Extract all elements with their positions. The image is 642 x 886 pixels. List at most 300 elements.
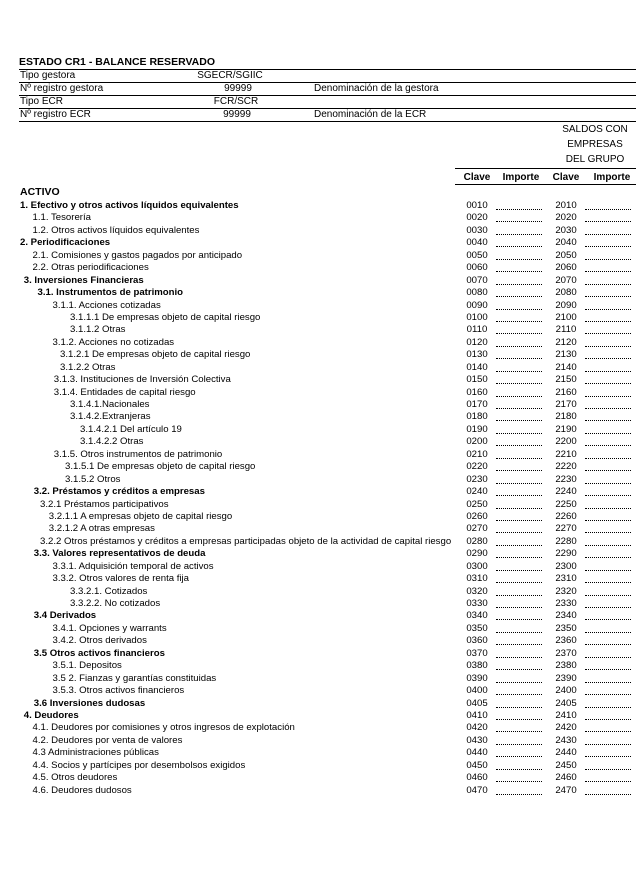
table-row xyxy=(0,511,642,523)
row-label: 3.1. Instrumentos de patrimonio xyxy=(37,287,184,299)
row-clave-grupo: 2160 xyxy=(555,386,577,398)
row-clave-grupo: 2405 xyxy=(555,697,577,709)
header-rule xyxy=(19,121,636,122)
importe-grupo-field[interactable] xyxy=(585,482,631,484)
table-row xyxy=(0,499,642,511)
importe-field[interactable] xyxy=(496,308,542,310)
row-clave: 0320 xyxy=(466,585,488,597)
row-label: 4.3 Administraciones públicas xyxy=(32,747,159,759)
importe-grupo-field[interactable] xyxy=(585,693,631,695)
table-row xyxy=(0,722,642,734)
row-clave: 0230 xyxy=(466,473,488,485)
row-clave: 0430 xyxy=(466,734,488,746)
importe-field[interactable] xyxy=(496,793,542,795)
table-row xyxy=(0,698,642,710)
importe-field[interactable] xyxy=(496,531,542,533)
importe-field[interactable] xyxy=(496,706,542,708)
row-label: 3.1.4.2.2 Otras xyxy=(80,436,144,448)
table-row xyxy=(0,598,642,610)
importe-field[interactable] xyxy=(496,382,542,384)
table-row xyxy=(0,660,642,672)
row-label: 1. Efectivo y otros activos líquidos equivalentes xyxy=(20,200,239,211)
row-clave: 0200 xyxy=(466,436,488,448)
importe-grupo-field[interactable] xyxy=(585,519,631,521)
row-clave-grupo: 2340 xyxy=(555,610,577,622)
row-clave: 0050 xyxy=(466,249,488,261)
row-clave: 0070 xyxy=(466,274,488,286)
row-label: 3.2. Préstamos y créditos a empresas xyxy=(33,486,205,498)
importe-field[interactable] xyxy=(496,482,542,484)
row-label: 3.4.2. Otros derivados xyxy=(52,635,147,647)
row-label: 4.2. Deudores por venta de valores xyxy=(32,734,183,746)
table-row xyxy=(0,536,642,548)
table-row xyxy=(0,237,642,249)
importe-field[interactable] xyxy=(496,395,542,397)
row-clave: 0030 xyxy=(466,224,488,236)
importe-grupo-field[interactable] xyxy=(585,295,631,297)
row-clave: 0460 xyxy=(466,772,488,784)
importe-field[interactable] xyxy=(496,594,542,596)
importe-grupo-field[interactable] xyxy=(585,618,631,620)
row-clave-grupo: 2170 xyxy=(555,399,577,410)
table-row xyxy=(0,710,642,722)
importe-field[interactable] xyxy=(496,631,542,633)
row-label: 3.2.1.2 A otras empresas xyxy=(48,523,155,535)
row-label: 3.3.2. Otros valores de renta fija xyxy=(52,573,190,585)
table-row xyxy=(0,486,642,498)
table-row xyxy=(0,374,642,386)
row-clave: 0220 xyxy=(466,461,488,473)
table-row xyxy=(0,324,642,336)
table-row xyxy=(0,623,642,635)
importe-grupo-field[interactable] xyxy=(585,308,631,310)
row-clave: 0290 xyxy=(466,548,488,560)
balance-table xyxy=(0,200,642,797)
row-clave-grupo: 2080 xyxy=(555,287,577,299)
importe-field[interactable] xyxy=(496,233,542,235)
row-label: 3.5 2. Fianzas y garantías constituidas xyxy=(52,672,217,684)
row-label: 3.1.1.2 Otras xyxy=(70,324,126,336)
row-label: 3.1.5.1 De empresas objeto de capital riesgo xyxy=(65,461,256,473)
importe-field[interactable] xyxy=(496,432,542,434)
table-row xyxy=(0,772,642,784)
importe-grupo-field[interactable] xyxy=(585,656,631,658)
importe-field[interactable] xyxy=(496,656,542,658)
row-clave: 0260 xyxy=(466,510,488,522)
importe-grupo-field[interactable] xyxy=(585,220,631,222)
row-clave-grupo: 2460 xyxy=(555,772,577,784)
row-clave-grupo: 2410 xyxy=(555,709,577,721)
importe-field[interactable] xyxy=(496,755,542,757)
importe-grupo-field[interactable] xyxy=(585,233,631,235)
row-clave-grupo: 2060 xyxy=(555,262,577,274)
importe-field[interactable] xyxy=(496,444,542,446)
row-label: 1.2. Otros activos líquidos equivalentes xyxy=(32,224,200,236)
row-clave: 0040 xyxy=(466,237,488,249)
row-clave: 0370 xyxy=(466,647,488,659)
row-label: 3.1.4. Entidades de capital riesgo xyxy=(53,386,196,398)
importe-grupo-field[interactable] xyxy=(585,531,631,533)
column-header-importe-grupo: Importe xyxy=(593,172,631,183)
importe-grupo-field[interactable] xyxy=(585,643,631,645)
column-header-top-rule xyxy=(455,168,636,169)
importe-grupo-field[interactable] xyxy=(585,668,631,670)
importe-grupo-field[interactable] xyxy=(585,283,631,285)
row-clave: 0300 xyxy=(466,560,488,572)
table-row xyxy=(0,735,642,747)
row-label: 3.1.3. Instituciones de Inversión Colectiva xyxy=(53,374,231,386)
row-clave: 0060 xyxy=(466,262,488,274)
table-row xyxy=(0,673,642,685)
row-clave: 0440 xyxy=(466,747,488,759)
importe-field[interactable] xyxy=(496,581,542,583)
row-clave-grupo: 2110 xyxy=(555,324,577,336)
table-row xyxy=(0,349,642,361)
importe-grupo-field[interactable] xyxy=(585,594,631,596)
saldos-line-2: EMPRESAS xyxy=(567,139,623,150)
row-clave-grupo: 2150 xyxy=(555,374,577,386)
importe-grupo-field[interactable] xyxy=(585,780,631,782)
row-label: 2.1. Comisiones y gastos pagados por anticipado xyxy=(32,249,243,261)
row-label: 4.6. Deudores dudosos xyxy=(32,784,132,796)
row-clave-grupo: 2100 xyxy=(555,311,577,323)
row-label: 3.3.1. Adquisición temporal de activos xyxy=(52,560,214,572)
row-label: 3.3.2.2. No cotizados xyxy=(70,598,161,609)
table-row xyxy=(0,436,642,448)
importe-grupo-field[interactable] xyxy=(585,681,631,683)
row-clave: 0405 xyxy=(466,697,488,709)
table-row xyxy=(0,300,642,312)
importe-grupo-field[interactable] xyxy=(585,345,631,347)
importe-grupo-field[interactable] xyxy=(585,270,631,272)
importe-field[interactable] xyxy=(496,320,542,322)
row-label: 3.1.2.2 Otras xyxy=(60,361,116,373)
importe-grupo-field[interactable] xyxy=(585,730,631,732)
table-row xyxy=(0,337,642,349)
row-clave-grupo: 2470 xyxy=(555,784,577,796)
row-clave-grupo: 2200 xyxy=(555,436,577,448)
row-label: 2.2. Otras periodificaciones xyxy=(32,262,149,274)
importe-grupo-field[interactable] xyxy=(585,494,631,496)
table-row xyxy=(0,610,642,622)
row-clave-grupo: 2130 xyxy=(555,349,577,361)
row-label: 4. Deudores xyxy=(23,709,79,721)
importe-grupo-field[interactable] xyxy=(585,444,631,446)
row-clave: 0210 xyxy=(466,448,488,460)
importe-grupo-field[interactable] xyxy=(585,432,631,434)
importe-field[interactable] xyxy=(496,457,542,459)
row-clave-grupo: 2120 xyxy=(555,336,577,348)
header-value-tipo-gestora: SGECR/SGIIC xyxy=(197,70,263,81)
row-clave-grupo: 2090 xyxy=(555,299,577,311)
row-clave-grupo: 2050 xyxy=(555,249,577,261)
section-heading-activo: ACTIVO xyxy=(20,186,60,198)
importe-grupo-field[interactable] xyxy=(585,320,631,322)
importe-field[interactable] xyxy=(496,258,542,260)
column-header-clave: Clave xyxy=(463,172,491,183)
row-clave: 0020 xyxy=(466,212,488,224)
table-row xyxy=(0,635,642,647)
row-clave-grupo: 2240 xyxy=(555,486,577,498)
importe-field[interactable] xyxy=(496,730,542,732)
row-clave: 0190 xyxy=(466,423,488,435)
importe-field[interactable] xyxy=(496,507,542,509)
row-label: 1.1. Tesorería xyxy=(32,212,91,224)
importe-field[interactable] xyxy=(496,544,542,546)
row-clave-grupo: 2070 xyxy=(555,274,577,286)
row-clave-grupo: 2040 xyxy=(555,237,577,249)
row-clave: 0410 xyxy=(466,709,488,721)
table-row xyxy=(0,399,642,411)
saldos-line-1: SALDOS CON xyxy=(562,124,628,135)
importe-field[interactable] xyxy=(496,469,542,471)
column-header-importe: Importe xyxy=(502,172,540,183)
importe-field[interactable] xyxy=(496,519,542,521)
saldos-line-3: DEL GRUPO xyxy=(565,154,625,165)
header-denominacion-ecr: Denominación de la ECR xyxy=(314,109,427,120)
row-clave-grupo: 2420 xyxy=(555,722,577,734)
table-row xyxy=(0,287,642,299)
row-clave: 0470 xyxy=(466,784,488,796)
row-clave: 0170 xyxy=(466,399,488,410)
table-row xyxy=(0,212,642,224)
table-row xyxy=(0,648,642,660)
table-row xyxy=(0,461,642,473)
importe-grupo-field[interactable] xyxy=(585,332,631,334)
importe-field[interactable] xyxy=(496,569,542,571)
header-value-tipo-ecr: FCR/SCR xyxy=(213,96,259,107)
row-clave-grupo: 2210 xyxy=(555,448,577,460)
row-clave-grupo: 2030 xyxy=(555,224,577,236)
row-clave-grupo: 2430 xyxy=(555,734,577,746)
importe-field[interactable] xyxy=(496,618,542,620)
importe-grupo-field[interactable] xyxy=(585,382,631,384)
importe-field[interactable] xyxy=(496,718,542,720)
importe-field[interactable] xyxy=(496,419,542,421)
importe-grupo-field[interactable] xyxy=(585,419,631,421)
row-label: 3.4.1. Opciones y warrants xyxy=(52,622,167,634)
importe-grupo-field[interactable] xyxy=(585,581,631,583)
importe-field[interactable] xyxy=(496,494,542,496)
row-clave-grupo: 2300 xyxy=(555,560,577,572)
row-label: 4.4. Socios y partícipes por desembolsos exigidos xyxy=(32,759,246,771)
importe-grupo-field[interactable] xyxy=(585,755,631,757)
row-clave-grupo: 2220 xyxy=(555,461,577,473)
row-label: 3.2.1.1 A empresas objeto de capital riesgo xyxy=(48,510,233,522)
importe-field[interactable] xyxy=(496,220,542,222)
row-label: 3.3.2.1. Cotizados xyxy=(70,585,148,597)
importe-grupo-field[interactable] xyxy=(585,457,631,459)
importe-field[interactable] xyxy=(496,606,542,608)
importe-grupo-field[interactable] xyxy=(585,768,631,770)
importe-grupo-field[interactable] xyxy=(585,469,631,471)
row-label: 3.1.5.2 Otros xyxy=(65,473,121,485)
importe-grupo-field[interactable] xyxy=(585,357,631,359)
importe-field[interactable] xyxy=(496,370,542,372)
row-clave-grupo: 2400 xyxy=(555,685,577,697)
importe-grupo-field[interactable] xyxy=(585,370,631,372)
table-row xyxy=(0,548,642,560)
row-label: 3.1.4.1.Nacionales xyxy=(70,399,150,410)
row-label: 2. Periodificaciones xyxy=(20,237,111,249)
importe-grupo-field[interactable] xyxy=(585,631,631,633)
row-clave: 0420 xyxy=(466,722,488,734)
row-clave: 0280 xyxy=(466,535,488,547)
row-clave-grupo: 2440 xyxy=(555,747,577,759)
importe-field[interactable] xyxy=(496,270,542,272)
row-clave-grupo: 2270 xyxy=(555,523,577,535)
importe-field[interactable] xyxy=(496,357,542,359)
title-rule xyxy=(19,69,636,70)
importe-grupo-field[interactable] xyxy=(585,407,631,409)
importe-field[interactable] xyxy=(496,668,542,670)
importe-field[interactable] xyxy=(496,283,542,285)
row-clave-grupo: 2450 xyxy=(555,759,577,771)
importe-field[interactable] xyxy=(496,768,542,770)
table-row xyxy=(0,387,642,399)
row-clave: 0080 xyxy=(466,287,488,299)
importe-field[interactable] xyxy=(496,556,542,558)
importe-grupo-field[interactable] xyxy=(585,556,631,558)
importe-field[interactable] xyxy=(496,332,542,334)
row-clave: 0450 xyxy=(466,759,488,771)
row-clave: 0110 xyxy=(466,324,488,336)
header-rule xyxy=(19,95,636,96)
row-label: 3.1.2.1 De empresas objeto de capital riesgo xyxy=(60,349,251,361)
row-label: 3. Inversiones Financieras xyxy=(23,274,144,286)
importe-grupo-field[interactable] xyxy=(585,395,631,397)
importe-field[interactable] xyxy=(496,681,542,683)
importe-grupo-field[interactable] xyxy=(585,258,631,260)
table-row xyxy=(0,362,642,374)
table-row xyxy=(0,573,642,585)
importe-field[interactable] xyxy=(496,643,542,645)
table-row xyxy=(0,250,642,262)
importe-field[interactable] xyxy=(496,245,542,247)
row-label: 3.1.1.1 De empresas objeto de capital riesgo xyxy=(70,311,261,323)
importe-field[interactable] xyxy=(496,208,542,210)
row-clave: 0310 xyxy=(466,573,488,585)
header-denominacion-gestora: Denominación de la gestora xyxy=(314,83,439,94)
importe-field[interactable] xyxy=(496,345,542,347)
table-row xyxy=(0,474,642,486)
row-label: 4.1. Deudores por comisiones y otros ingresos de explotación xyxy=(32,722,295,734)
row-clave-grupo: 2180 xyxy=(555,411,577,423)
column-header-clave-grupo: Clave xyxy=(552,172,580,183)
row-label: 3.1.2. Acciones no cotizadas xyxy=(52,336,175,348)
row-clave: 0010 xyxy=(466,200,488,211)
importe-grupo-field[interactable] xyxy=(585,706,631,708)
row-clave: 0090 xyxy=(466,299,488,311)
importe-field[interactable] xyxy=(496,693,542,695)
row-clave: 0270 xyxy=(466,523,488,535)
importe-field[interactable] xyxy=(496,295,542,297)
row-label: 3.2.1 Préstamos participativos xyxy=(40,498,169,510)
row-clave-grupo: 2310 xyxy=(555,573,577,585)
row-label: 3.5.1. Depositos xyxy=(52,660,122,672)
header-value-registro-gestora: 99999 xyxy=(224,83,252,94)
row-clave-grupo: 2140 xyxy=(555,361,577,373)
row-label: 3.2.2 Otros préstamos y créditos a empresas participadas objeto de la actividad de capital riesgo xyxy=(40,535,452,547)
row-label: 3.3. Valores representativos de deuda xyxy=(33,548,206,560)
importe-grupo-field[interactable] xyxy=(585,245,631,247)
row-clave-grupo: 2280 xyxy=(555,535,577,547)
importe-grupo-field[interactable] xyxy=(585,743,631,745)
row-clave: 0240 xyxy=(466,486,488,498)
table-row xyxy=(0,275,642,287)
row-clave-grupo: 2230 xyxy=(555,473,577,485)
importe-grupo-field[interactable] xyxy=(585,718,631,720)
row-clave-grupo: 2020 xyxy=(555,212,577,224)
row-label: 3.1.1. Acciones cotizadas xyxy=(52,299,161,311)
row-clave-grupo: 2250 xyxy=(555,498,577,510)
row-clave-grupo: 2350 xyxy=(555,622,577,634)
header-value-registro-ecr: 99999 xyxy=(223,109,251,120)
importe-field[interactable] xyxy=(496,407,542,409)
row-clave-grupo: 2370 xyxy=(555,647,577,659)
row-label: 3.1.4.2.1 Del artículo 19 xyxy=(80,423,182,435)
row-label: 3.5.3. Otros activos financieros xyxy=(52,685,185,697)
header-label-registro-gestora: Nº registro gestora xyxy=(20,83,104,94)
importe-grupo-field[interactable] xyxy=(585,544,631,546)
row-clave: 0120 xyxy=(466,336,488,348)
row-clave-grupo: 2260 xyxy=(555,510,577,522)
table-row xyxy=(0,523,642,535)
row-label: 3.5 Otros activos financieros xyxy=(33,647,165,659)
importe-grupo-field[interactable] xyxy=(585,793,631,795)
table-row xyxy=(0,785,642,797)
row-label: 4.5. Otros deudores xyxy=(32,772,118,784)
row-label: 3.6 Inversiones dudosas xyxy=(33,697,146,709)
row-clave-grupo: 2190 xyxy=(555,423,577,435)
row-clave: 0330 xyxy=(466,598,488,609)
row-clave: 0150 xyxy=(466,374,488,386)
row-clave-grupo: 2390 xyxy=(555,672,577,684)
row-clave: 0390 xyxy=(466,672,488,684)
row-clave: 0340 xyxy=(466,610,488,622)
importe-field[interactable] xyxy=(496,780,542,782)
importe-grupo-field[interactable] xyxy=(585,569,631,571)
table-row xyxy=(0,685,642,697)
table-row xyxy=(0,312,642,324)
row-clave: 0160 xyxy=(466,386,488,398)
table-row xyxy=(0,262,642,274)
row-clave-grupo: 2380 xyxy=(555,660,577,672)
table-row xyxy=(0,561,642,573)
row-clave: 0380 xyxy=(466,660,488,672)
row-clave: 0350 xyxy=(466,622,488,634)
row-clave: 0140 xyxy=(466,361,488,373)
table-row xyxy=(0,225,642,237)
importe-field[interactable] xyxy=(496,743,542,745)
row-clave: 0180 xyxy=(466,411,488,423)
importe-grupo-field[interactable] xyxy=(585,208,631,210)
row-clave-grupo: 2010 xyxy=(555,200,577,211)
row-clave: 0360 xyxy=(466,635,488,647)
saldos-grupo-heading xyxy=(550,122,640,167)
importe-grupo-field[interactable] xyxy=(585,507,631,509)
header-label-tipo-ecr: Tipo ECR xyxy=(20,96,63,107)
row-clave: 0100 xyxy=(466,311,488,323)
header-label-registro-ecr: Nº registro ECR xyxy=(20,109,91,120)
report-title: ESTADO CR1 - BALANCE RESERVADO xyxy=(19,56,216,68)
importe-grupo-field[interactable] xyxy=(585,606,631,608)
table-row xyxy=(0,200,642,212)
table-row xyxy=(0,411,642,423)
row-clave: 0400 xyxy=(466,685,488,697)
column-header-bottom-rule xyxy=(455,184,636,185)
header-label-tipo-gestora: Tipo gestora xyxy=(20,70,76,81)
